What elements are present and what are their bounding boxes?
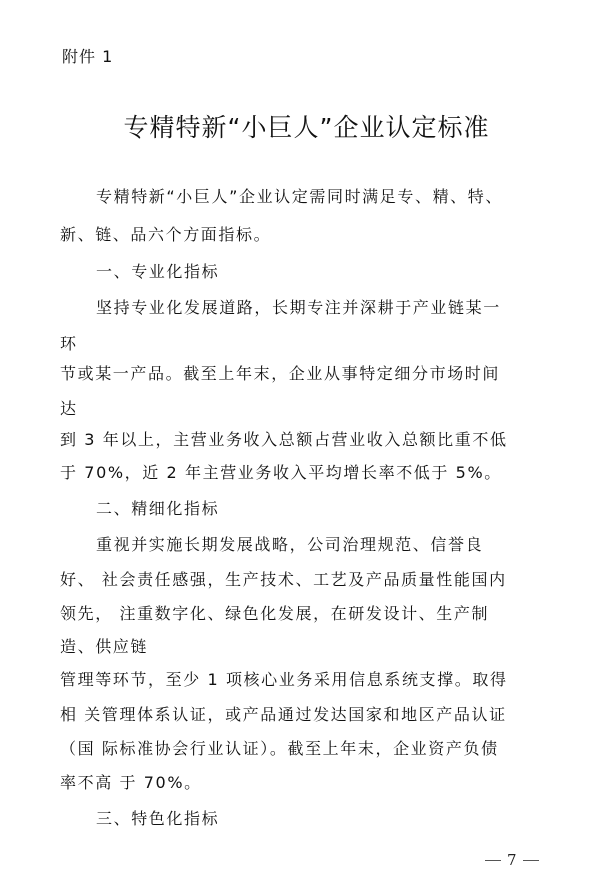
- paragraph-line: 造、供应链: [60, 637, 149, 656]
- section-heading: 二、精细化指标: [96, 499, 220, 518]
- footer-dash-left: [485, 860, 501, 861]
- paragraph-line: 于 70%，近 2 年主营业务收入平均增长率不低于 5%。: [60, 463, 502, 482]
- page-number-footer: [479, 851, 545, 869]
- section-heading: 三、特色化指标: [96, 809, 220, 828]
- paragraph-line: 相 关管理体系认证，或产品通过发达国家和地区产品认证: [60, 705, 507, 724]
- page-number: 7: [507, 851, 517, 869]
- paragraph-line: 新、链、品六个方面指标。: [60, 225, 272, 244]
- paragraph-line: 坚持专业化发展道路，长期专注并深耕于产业链某一: [96, 298, 501, 317]
- paragraph-line: 节或某一产品。截至上年末，企业从事特定细分市场时间: [60, 364, 501, 383]
- paragraph-line: 率不高 于 70%。: [60, 773, 202, 792]
- document-title: 专精特新“小巨人”企业认定标准: [123, 113, 490, 142]
- paragraph-line: 领先， 注重数字化、绿色化发展，在研发设计、生产制: [60, 604, 490, 623]
- paragraph-line: 环: [60, 334, 78, 353]
- paragraph-line: 重视并实施长期发展战略，公司治理规范、信誉良: [96, 535, 484, 554]
- paragraph-line: 到 3 年以上，主营业务收入总额占营业收入总额比重不低: [60, 430, 508, 449]
- paragraph-line: （国 际标准协会行业认证）。截至上年末，企业资产负债: [60, 739, 499, 758]
- attachment-label: 附件 1: [62, 47, 114, 66]
- paragraph-line: 好、 社会责任感强，生产技术、工艺及产品质量性能国内: [60, 570, 507, 589]
- footer-dash-right: [523, 860, 539, 861]
- paragraph-line: 专精特新“小巨人”企业认定需同时满足专、精、特、: [96, 187, 503, 206]
- section-heading: 一、专业化指标: [96, 262, 220, 281]
- paragraph-line: 达: [60, 399, 78, 418]
- paragraph-line: 管理等环节，至少 1 项核心业务采用信息系统支撑。取得: [60, 670, 508, 689]
